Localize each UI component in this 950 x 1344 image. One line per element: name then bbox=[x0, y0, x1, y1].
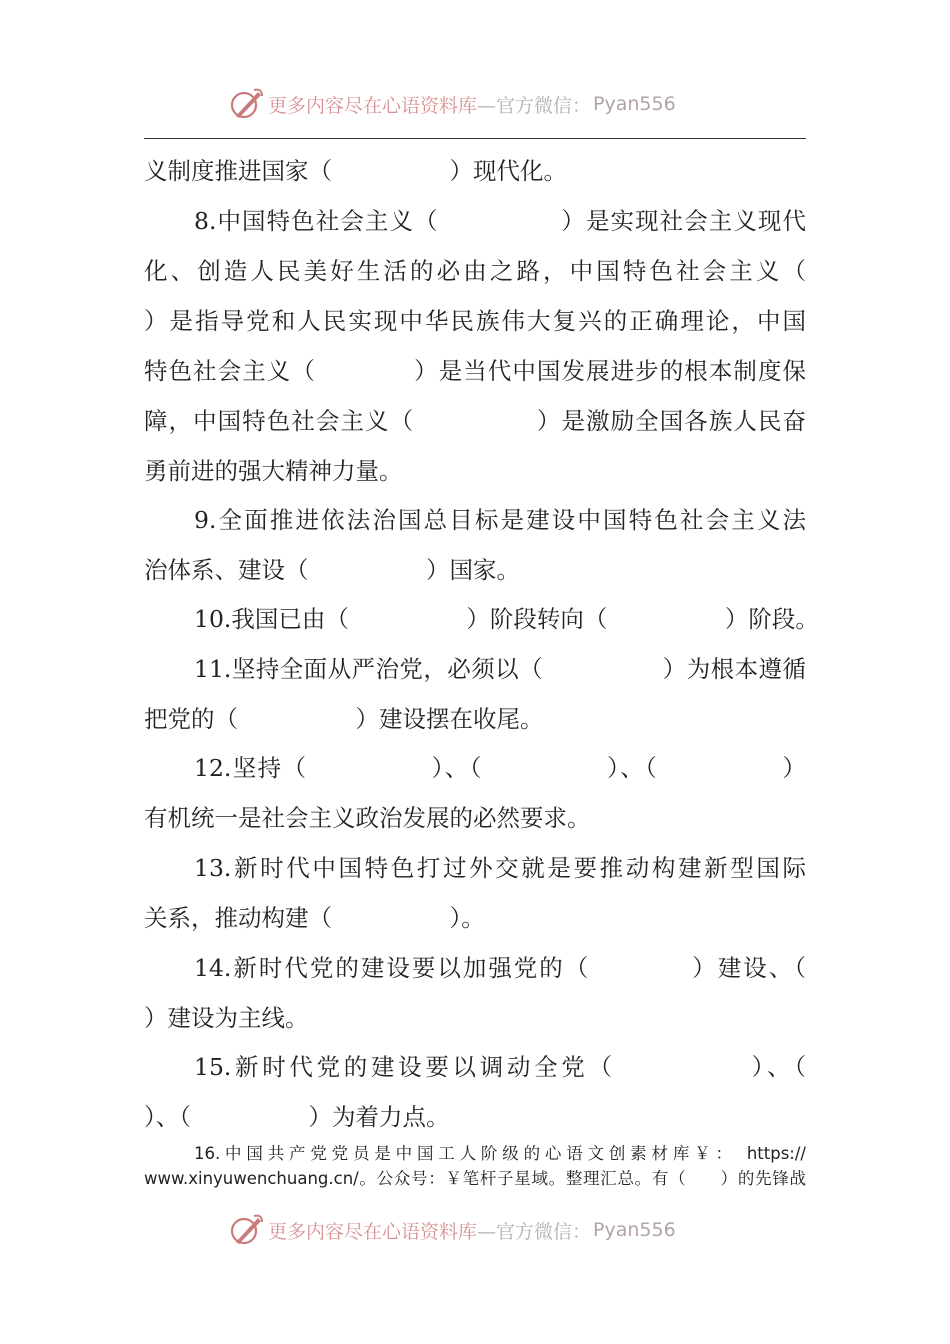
text-line: 15.新时代党的建设要以调动全党（ ）、（ bbox=[194, 1053, 806, 1081]
quill-pen-seal-icon bbox=[228, 86, 264, 122]
header-brand bbox=[228, 84, 676, 124]
small-text-line: 16.中国共产党党员是中国工人阶级的心语文创素材库￥： https:// bbox=[194, 1144, 806, 1163]
page-footer bbox=[0, 1210, 950, 1250]
text-line: 有机统一是社会主义政治发展的必然要求。 bbox=[144, 804, 591, 832]
header-brand-name: 更多内容尽在心语资料库 bbox=[268, 94, 478, 117]
footer-brand-separator: —官方微信： bbox=[477, 1220, 592, 1243]
text-line: 治体系、建设（ ）国家。 bbox=[144, 556, 520, 584]
text-line: ）建设为主线。 bbox=[144, 1004, 309, 1032]
text-line: 12.坚持（ ）、（ ）、（ ） bbox=[194, 754, 806, 782]
text-line: 把党的（ ）建设摆在收尾。 bbox=[144, 705, 544, 733]
header-brand-separator: —官方微信： bbox=[477, 94, 592, 117]
text-line: 勇前进的强大精神力量。 bbox=[144, 457, 403, 485]
text-line: 9.全面推进依法治国总目标是建设中国特色社会主义法 bbox=[194, 506, 806, 534]
header-rule bbox=[144, 138, 806, 139]
page-header bbox=[0, 84, 950, 124]
quill-pen-seal-icon bbox=[228, 1212, 264, 1248]
text-line: 关系，推动构建（ ）。 bbox=[144, 904, 485, 932]
text-line: 障，中国特色社会主义（ ）是激励全国各族人民奋 bbox=[144, 407, 806, 435]
header-wechat-id: Pyan556 bbox=[593, 93, 676, 115]
text-line: ）、（ ）为着力点。 bbox=[144, 1103, 450, 1131]
small-text-line: www.xinyuwenchuang.cn/。公众号：￥笔杆子星域。整理汇总。有（ ）的先锋战 bbox=[144, 1169, 806, 1188]
text-line: 10.我国已由（ ）阶段转向（ ）阶段。 bbox=[194, 605, 819, 633]
text-line: 化、创造人民美好生活的必由之路，中国特色社会主义（ bbox=[144, 257, 806, 285]
text-line: 特色社会主义（ ）是当代中国发展进步的根本制度保 bbox=[144, 357, 806, 385]
footer-wechat-id: Pyan556 bbox=[593, 1219, 676, 1241]
text-line: 义制度推进国家（ ）现代化。 bbox=[144, 157, 567, 185]
text-line: ）是指导党和人民实现中华民族伟大复兴的正确理论，中国 bbox=[144, 307, 806, 335]
text-line: 8.中国特色社会主义（ ）是实现社会主义现代 bbox=[194, 207, 806, 235]
text-line: 14.新时代党的建设要以加强党的（ ）建设、（ bbox=[194, 954, 806, 982]
footer-brand-name: 更多内容尽在心语资料库 bbox=[268, 1220, 478, 1243]
text-line: 11.坚持全面从严治党，必须以（ ）为根本遵循 bbox=[194, 655, 806, 683]
footer-brand bbox=[228, 1210, 676, 1250]
text-line: 13.新时代中国特色打过外交就是要推动构建新型国际 bbox=[194, 854, 806, 882]
